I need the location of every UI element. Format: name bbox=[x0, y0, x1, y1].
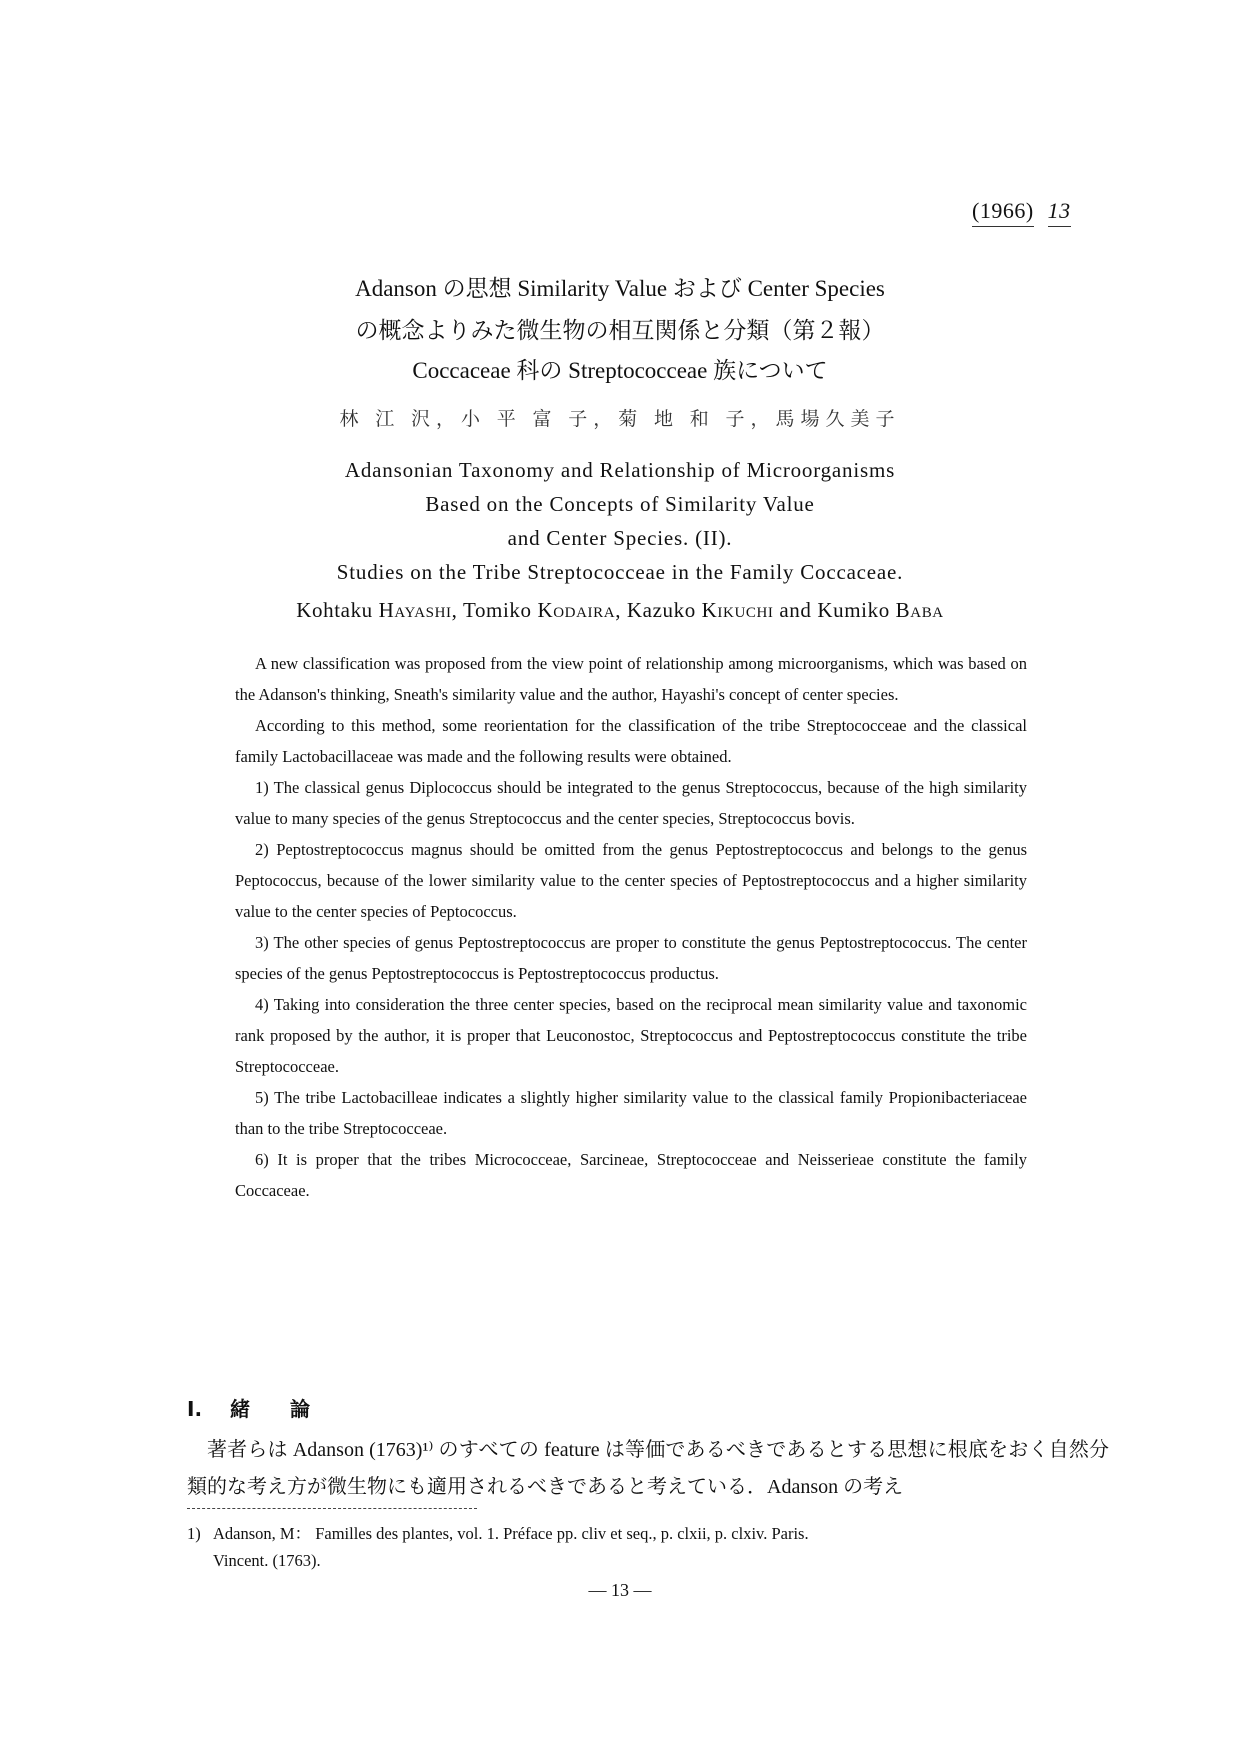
footnote-continuation: Vincent. (1763). bbox=[213, 1551, 321, 1570]
author-separator: and bbox=[773, 598, 818, 622]
abstract-paragraph: According to this method, some reorientation for the classification of the tribe Streptococceae and the classical family Lactobacillaceae was made and the following results were obtained. bbox=[235, 716, 1027, 766]
running-head-page: 13 bbox=[1048, 198, 1071, 227]
author-given: Kohtaku bbox=[296, 598, 373, 622]
author-family: Baba bbox=[895, 598, 944, 622]
english-title-line-1: Adansonian Taxonomy and Relationship of Microorganisms bbox=[344, 458, 896, 482]
abstract bbox=[235, 648, 1027, 1206]
english-title-line-2: Based on the Concepts of Similarity Value bbox=[425, 492, 815, 516]
english-title-line-4: Studies on the Tribe Streptococceae in the Family Coccaceae. bbox=[336, 560, 904, 584]
author-given: Tomiko bbox=[462, 598, 532, 622]
footnote-rule bbox=[187, 1508, 477, 1509]
section-title: 緒論 bbox=[230, 1397, 351, 1421]
footnote-text: Adanson, M： Familles des plantes, vol. 1. Préface pp. cliv et seq., p. clxii, p. clxiv. Paris. bbox=[213, 1524, 809, 1543]
japanese-title-line-1: Adanson の思想 Similarity Value および Center Species bbox=[355, 276, 885, 301]
body-paragraph: 著者らは Adanson (1763)¹⁾ のすべての feature は等価であるべきであるとする思想に根底をおく自然分類的な考え方が微生物にも適用されるべきであると考えている．Adanson の考え bbox=[187, 1439, 1109, 1498]
footnote-number: 1) bbox=[187, 1524, 201, 1543]
abstract-paragraph: 2) Peptostreptococcus magnus should be omitted from the genus Peptostreptococcus and belongs to the genus Peptococcus, because of the lower similarity value to the center species of Peptostreptococcus and a higher similarity value to the center species of Peptococcus. bbox=[235, 840, 1027, 921]
english-title-line-3: and Center Species. (II). bbox=[507, 526, 733, 550]
author-given: Kumiko bbox=[817, 598, 890, 622]
section-heading bbox=[187, 1393, 350, 1422]
running-head bbox=[972, 198, 1071, 227]
body-text bbox=[187, 1432, 1109, 1506]
abstract-paragraph: A new classification was proposed from the view point of relationship among microorganisms, which was based on the Adanson's thinking, Sneath's similarity value and the author, Hayashi's concept of center species. bbox=[235, 654, 1027, 704]
section-number: I. bbox=[187, 1397, 203, 1421]
author-family: Kikuchi bbox=[701, 598, 774, 622]
japanese-authors: 林 江 沢，小 平 富 子，菊 地 和 子，馬場久美子 bbox=[339, 409, 901, 430]
running-head-year: (1966) bbox=[972, 198, 1034, 227]
abstract-paragraph: 6) It is proper that the tribes Micrococceae, Sarcineae, Streptococceae and Neisserieae constitute the family Coccaceae. bbox=[235, 1150, 1027, 1200]
japanese-title-line-2: の概念よりみた微生物の相互関係と分類（第２報） bbox=[355, 318, 885, 343]
page-number: — 13 — bbox=[588, 1580, 652, 1600]
author-separator: , bbox=[615, 598, 627, 622]
abstract-paragraph: 1) The classical genus Diplococcus should be integrated to the genus Streptococcus, because of the high similarity value to many species of the genus Streptococcus and the center species, Streptococcus bovis. bbox=[235, 778, 1027, 828]
abstract-paragraph: 5) The tribe Lactobacilleae indicates a slightly higher similarity value to the classical family Propionibacteriaceae than to the tribe Streptococceae. bbox=[235, 1088, 1027, 1138]
author-family: Hayashi bbox=[378, 598, 452, 622]
abstract-paragraph: 3) The other species of genus Peptostreptococcus are proper to constitute the genus Peptostreptococcus. The center species of the genus Peptostreptococcus is Peptostreptococcus productus. bbox=[235, 933, 1027, 983]
english-authors bbox=[0, 598, 1240, 623]
author-separator: , bbox=[451, 598, 463, 622]
japanese-title-line-3: Coccaceae 科の Streptococceae 族について bbox=[412, 358, 828, 383]
abstract-paragraph: 4) Taking into consideration the three center species, based on the reciprocal mean similarity value and taxonomic rank proposed by the author, it is proper that Leuconostoc, Streptococcus and Peptostreptococcus constitute the tribe Streptococceae. bbox=[235, 995, 1027, 1076]
author-given: Kazuko bbox=[626, 598, 696, 622]
footnote bbox=[187, 1520, 1109, 1574]
author-family: Kodaira bbox=[537, 598, 616, 622]
